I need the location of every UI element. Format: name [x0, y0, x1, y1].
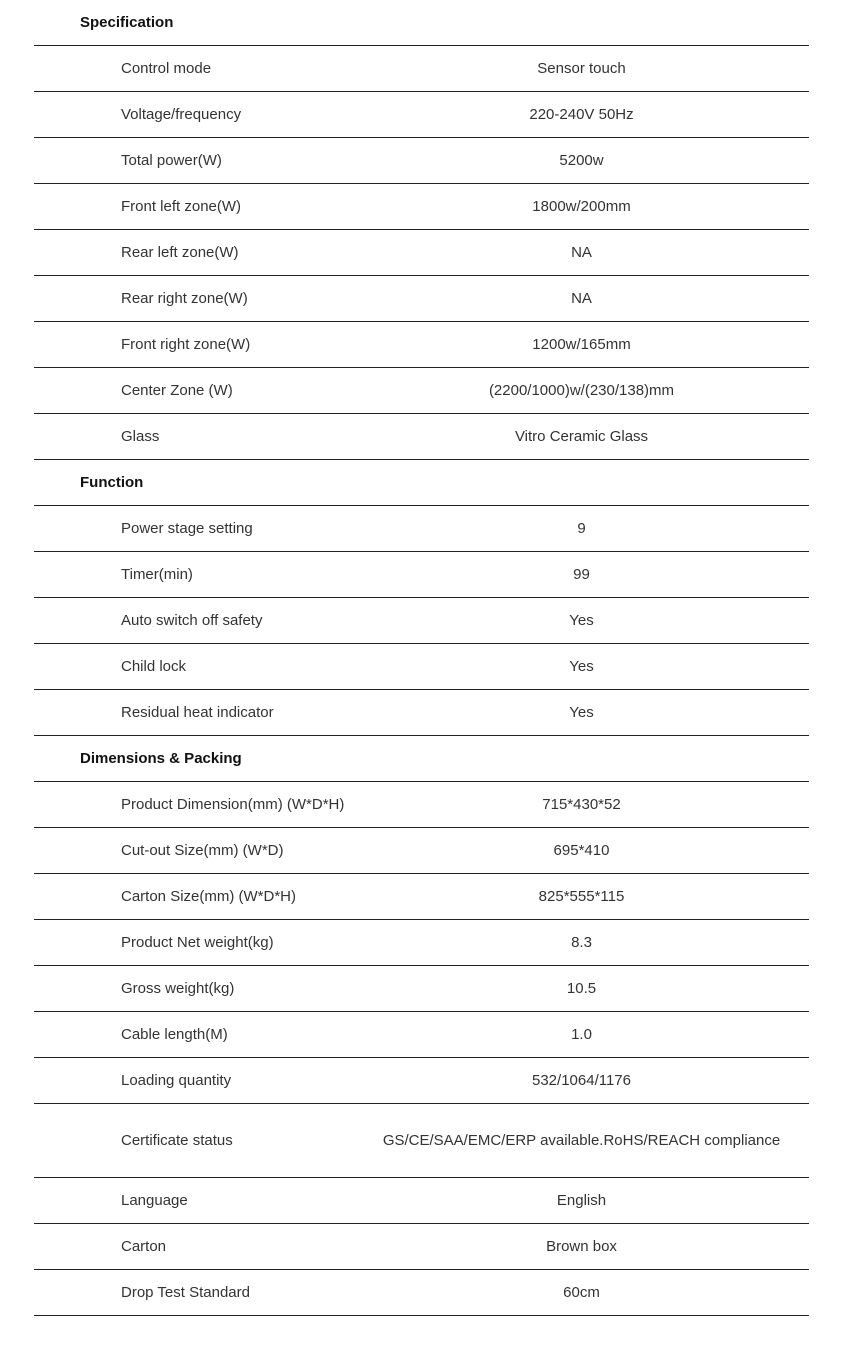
table-row [34, 138, 809, 184]
row-label: Control mode [121, 60, 212, 77]
row-value: (2200/1000)w/(230/138)mm [488, 382, 675, 399]
row-label: Center Zone (W) [121, 382, 233, 399]
row-label: Front left zone(W) [121, 198, 242, 215]
row-value: Vitro Ceramic Glass [514, 428, 649, 445]
table-row [34, 276, 809, 322]
table-row [34, 1270, 809, 1316]
row-label: Product Dimension(mm) (W*D*H) [121, 796, 345, 813]
section-header-specification [34, 0, 809, 46]
row-value: 825*555*115 [538, 888, 625, 905]
row-label: Carton [121, 1238, 167, 1255]
table-row [34, 782, 809, 828]
row-value: 8.3 [571, 934, 592, 951]
row-value: Yes [569, 658, 594, 675]
table-row [34, 644, 809, 690]
table-row [34, 1178, 809, 1224]
row-label: Front right zone(W) [121, 336, 251, 353]
row-value: Yes [569, 704, 594, 721]
table-row [34, 506, 809, 552]
row-value: 9 [577, 520, 586, 537]
spec-table [34, 0, 809, 1316]
row-value: 10.5 [566, 980, 597, 997]
row-value: 1.0 [571, 1026, 592, 1043]
table-row [34, 552, 809, 598]
row-value: 695*410 [553, 842, 610, 859]
table-row [34, 828, 809, 874]
table-row [34, 598, 809, 644]
row-value: NA [571, 290, 592, 307]
section-title: Specification [80, 14, 174, 31]
row-value: 5200w [559, 152, 604, 169]
row-label: Glass [121, 428, 160, 445]
row-label: Rear left zone(W) [121, 244, 239, 261]
row-label: Residual heat indicator [121, 704, 274, 721]
row-value: English [556, 1192, 607, 1209]
row-label: Timer(min) [121, 566, 193, 583]
table-row [34, 184, 809, 230]
row-label: Product Net weight(kg) [121, 934, 274, 951]
row-value: 715*430*52 [542, 796, 621, 813]
table-row [34, 368, 809, 414]
table-row [34, 690, 809, 736]
row-label: Power stage setting [121, 520, 253, 537]
row-value: 99 [573, 566, 590, 583]
row-label: Certificate status [121, 1132, 233, 1149]
row-label: Carton Size(mm) (W*D*H) [121, 888, 297, 905]
row-value: Sensor touch [537, 60, 626, 77]
row-label: Cable length(M) [121, 1026, 228, 1043]
row-label: Voltage/frequency [121, 106, 242, 123]
row-value: GS/CE/SAA/EMC/ERP available.RoHS/REACH compliance [382, 1132, 781, 1149]
row-label: Drop Test Standard [121, 1284, 250, 1301]
row-value: 532/1064/1176 [532, 1072, 631, 1089]
section-header-dimensions-packing [34, 736, 809, 782]
table-row [34, 1058, 809, 1104]
table-row [34, 92, 809, 138]
row-value: 1800w/200mm [532, 198, 631, 215]
row-label: Rear right zone(W) [121, 290, 248, 307]
row-label: Cut-out Size(mm) (W*D) [121, 842, 284, 859]
section-header-function [34, 460, 809, 506]
table-row [34, 966, 809, 1012]
row-value: Yes [569, 612, 594, 629]
table-row [34, 920, 809, 966]
row-value: 60cm [563, 1284, 600, 1301]
table-row [34, 46, 809, 92]
section-title: Function [80, 474, 144, 491]
row-value: NA [571, 244, 592, 261]
table-row [34, 230, 809, 276]
row-value: Brown box [546, 1238, 617, 1255]
row-label: Loading quantity [121, 1072, 232, 1089]
row-label: Language [121, 1192, 188, 1209]
row-label: Auto switch off safety [121, 612, 263, 629]
table-row [34, 322, 809, 368]
table-row [34, 1224, 809, 1270]
table-row [34, 414, 809, 460]
table-row [34, 1104, 809, 1178]
row-label: Child lock [121, 658, 187, 675]
row-value: 1200w/165mm [532, 336, 631, 353]
table-row [34, 1012, 809, 1058]
row-label: Gross weight(kg) [121, 980, 235, 997]
table-row [34, 874, 809, 920]
row-value: 220-240V 50Hz [529, 106, 634, 123]
section-title: Dimensions & Packing [80, 750, 242, 767]
row-label: Total power(W) [121, 152, 222, 169]
